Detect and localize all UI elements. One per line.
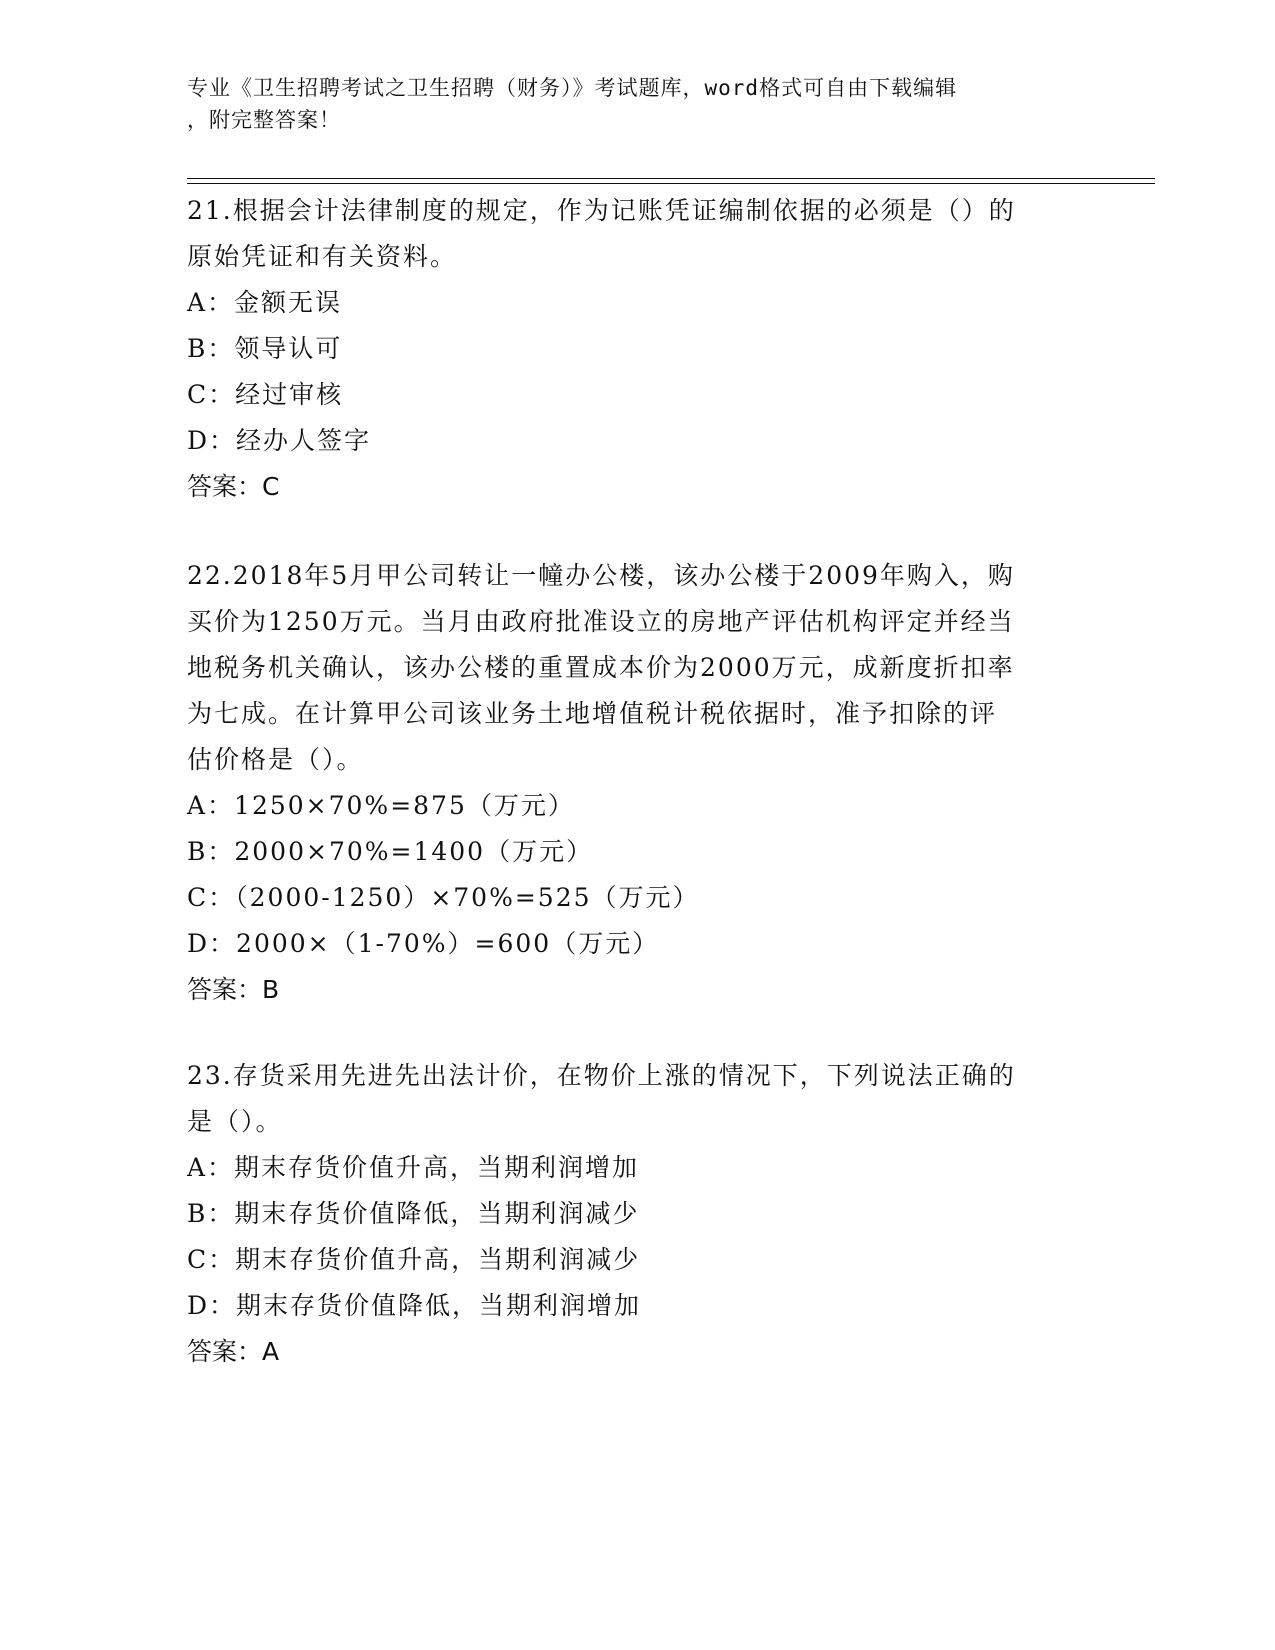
question-line: 地税务机关确认，该办公楼的重置成本价为2000万元，成新度折扣率: [187, 653, 1015, 682]
question-line: 22.2018年5月甲公司转让一幢办公楼，该办公楼于2009年购入，购: [187, 561, 1015, 590]
header-line-1: 专业《卫生招聘考试之卫生招聘（财务）》考试题库，word格式可自由下载编辑: [187, 76, 958, 100]
answer-label: 答案：B: [187, 975, 280, 1004]
question-23: [187, 1053, 1067, 1375]
answer-label: 答案：C: [187, 472, 280, 501]
option-a: A：1250×70%=875（万元）: [187, 791, 575, 820]
question-line: 原始凭证和有关资料。: [187, 242, 458, 271]
question-line: 买价为1250万元。当月由政府批准设立的房地产评估机构评定并经当: [187, 607, 1015, 636]
question-line: 估价格是（）。: [187, 745, 364, 774]
option-d: D：期末存货价值降低，当期利润增加: [187, 1291, 642, 1320]
answer-label: 答案：A: [187, 1337, 280, 1366]
option-c: C：经过审核: [187, 380, 344, 409]
option-d: D：经办人签字: [187, 426, 372, 455]
question-line: 是（）。: [187, 1107, 283, 1136]
header-line-2: ，附完整答案！: [187, 108, 341, 132]
question-text: [187, 1053, 1067, 1145]
option-c: C：期末存货价值升高，当期利润减少: [187, 1245, 641, 1274]
header-divider-bottom: [187, 183, 1155, 184]
question-text: [187, 553, 1067, 783]
option-b: B：领导认可: [187, 334, 343, 363]
option-a: A：金额无误: [187, 288, 343, 317]
option-b: B：2000×70%=1400（万元）: [187, 837, 594, 866]
question-line: 23.存货采用先进先出法计价，在物价上涨的情况下，下列说法正确的: [187, 1061, 1016, 1090]
question-text: [187, 188, 1067, 280]
header-divider-top: [187, 178, 1155, 179]
question-line: 21.根据会计法律制度的规定，作为记账凭证编制依据的必须是（）的: [187, 196, 1016, 225]
option-c: C：（2000-1250）×70%=525（万元）: [187, 883, 700, 912]
option-a: A：期末存货价值升高，当期利润增加: [187, 1153, 640, 1182]
option-b: B：期末存货价值降低，当期利润减少: [187, 1199, 640, 1228]
question-line: 为七成。在计算甲公司该业务土地增值税计税依据时，准予扣除的评: [187, 699, 998, 728]
option-d: D：2000×（1-70%）=600（万元）: [187, 929, 660, 958]
document-header: [187, 72, 1067, 136]
question-22: [187, 553, 1067, 1013]
question-21: [187, 188, 1067, 510]
